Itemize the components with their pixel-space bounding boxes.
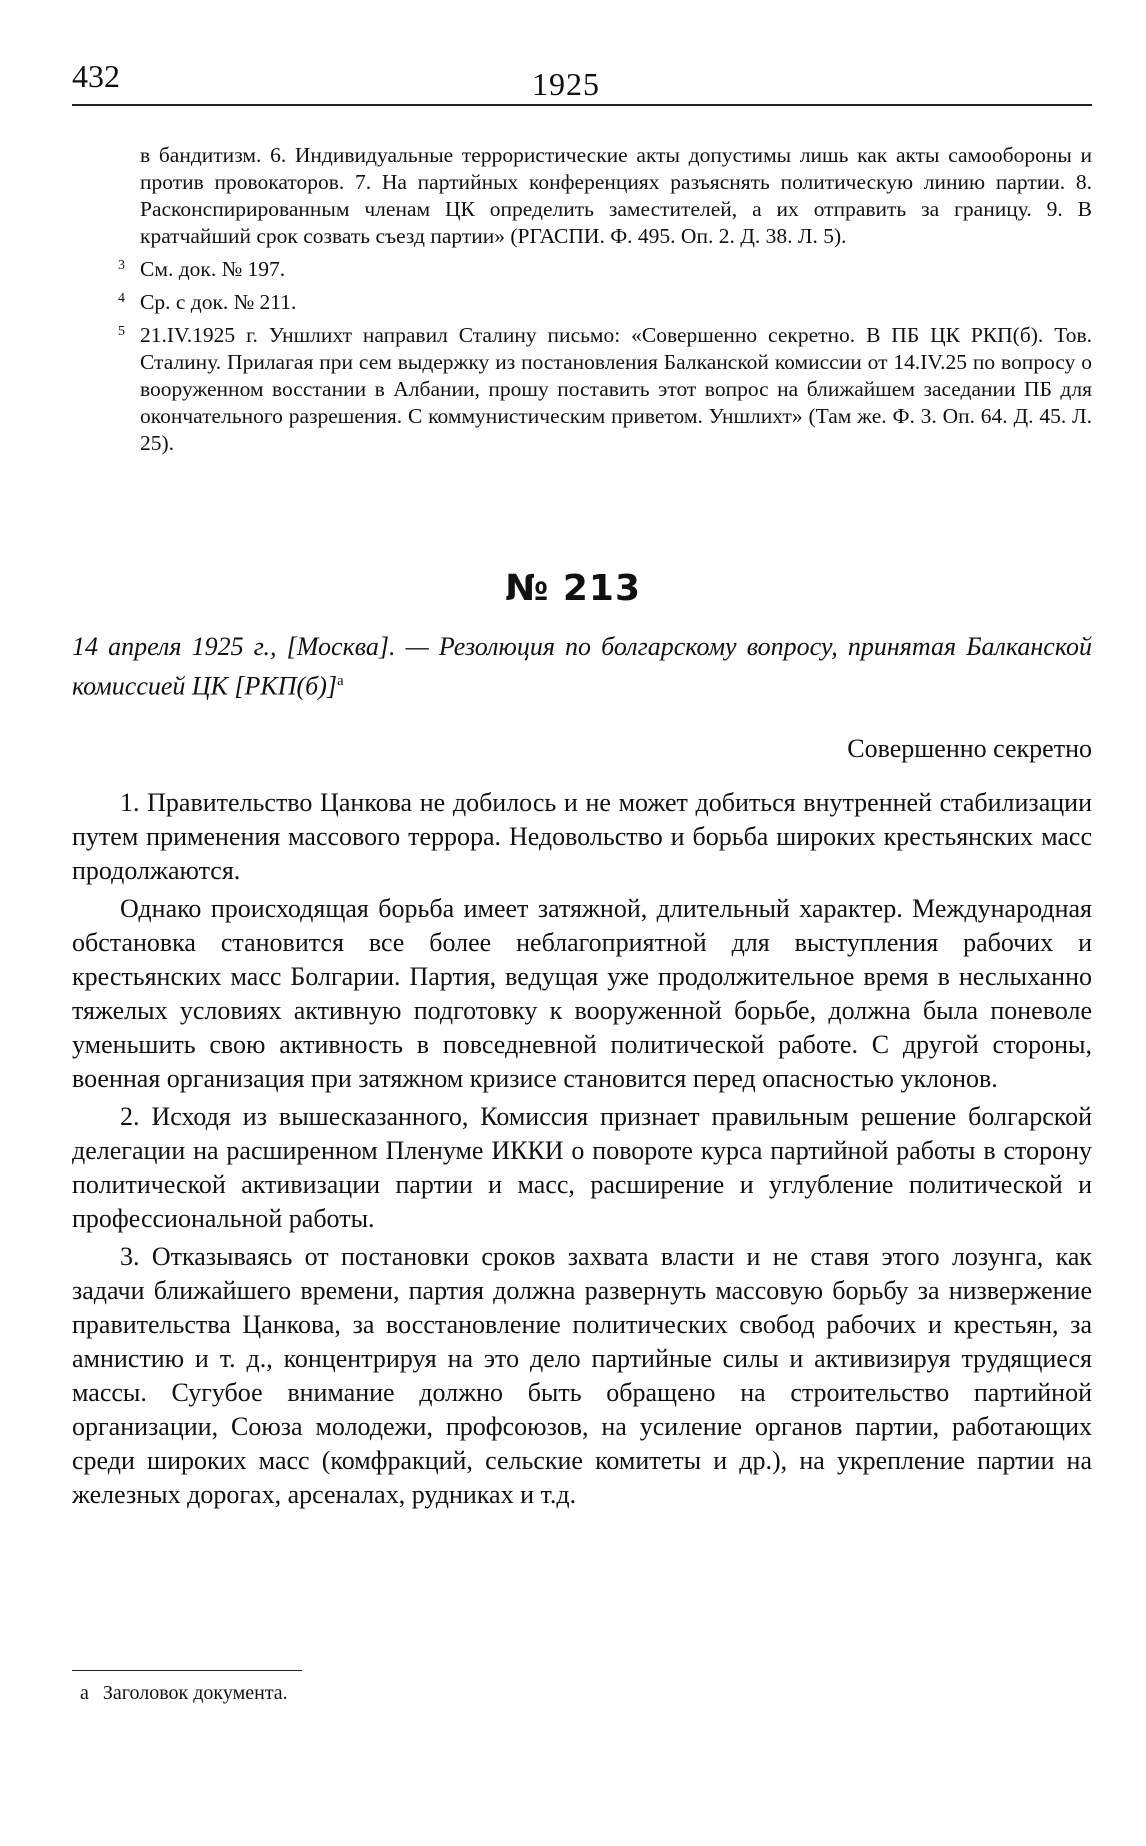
endnote-text: 21.IV.1925 г. Уншлихт направил Сталину письмо: «Совершенно секретно. В ПБ ЦК РКП(б). Тов. Сталину. Прилагая при сем выдержку из постановления Балканской комиссии от 14.IV.25 по вопросу о вооруженном восстании в Албании, прошу поставить этот вопрос на ближайшем заседании ПБ для окончательного разрешения. С коммунистическим приветом. Уншлихт» (Там же. Ф. 3. Оп. 64. Д. 45. Л. 25). [140,323,1092,455]
paragraph-1: 1. Правительство Цанкова не добилось и не может добиться внутренней стабилизации путем применения массового террора. Недовольство и борьба широких крестьянских масс продолжаются. [72,788,1092,885]
page-header [72,58,1092,106]
endnote-number: 4 [118,291,125,306]
footnote-text: Заголовок документа. [102,1682,288,1704]
document-heading-text: 14 апреля 1925 г., [Москва]. — Резолюция по болгарскому вопросу, принятая Балканской комиссией ЦК [РКП(б)] [72,632,1092,701]
paragraph-3: 2. Исходя из вышесказанного, Комиссия признает правильным решение болгарской делегации на расширенном Пленуме ИККИ о повороте курса партийной работы в сторону политической активизации партии и масс, расширение и углубление политической и профессиональной работы. [72,1102,1092,1233]
endnote-continuation: в бандитизм. 6. Индивидуальные террористические акты допустимы лишь как акты самообороны и против провокаторов. 7. На партийных конференциях разъяснять политическую линию партии. 8. Расконспирированным членам ЦК определить заместителей, а их отправить за границу. 9. В кратчайший срок созвать съезд партии» (РГАСПИ. Ф. 495. Оп. 2. Д. 38. Л. 5). [140,143,1092,248]
endnote-4 [72,289,1092,316]
endnote-text: Ср. с док. № 211. [140,290,297,314]
page-footnote [80,1682,288,1705]
paragraph-4: 3. Отказываясь от постановки сроков захвата власти и не ставя этого лозунга, как задачи ближайшего времени, партия должна развернуть массовую борьбу за низвержение правительства Цанкова, за восстановление политических свобод рабочих и крестьян, за амнистию и т. д., концентрируя на это дело партийные силы и активизируя трудящиеся массы. Сугубое внимание должно быть обращено на строительство партийной организации, Союза молодежи, профсоюзов, на усиление органов партии, работающих среди широких масс (комфракций, сельские комитеты и др.), на укрепление партии на железных дорогах, арсеналах, рудниках и т.д. [72,1242,1092,1509]
page-number: 432 [72,58,120,94]
heading-footnote-mark: а [337,673,344,689]
endnote-5 [72,322,1092,457]
classification-label: Совершенно секретно [847,734,1092,763]
endnote-3 [72,256,1092,283]
paragraph-2: Однако происходящая борьба имеет затяжной, длительный характер. Международная обстановка становится все более неблагоприятной для выступления рабочих и крестьянских масс Болгарии. Партия, ведущая уже продолжительное время в неслыханно тяжелых условиях активную подготовку к вооруженной борьбе, должна была поневоле уменьшить свою активность в повседневной политической работе. С другой стороны, военная организация при затяжном кризисе становится перед опасностью уклонов. [72,894,1092,1093]
resolution-body [72,786,1092,1516]
endnote-number: 5 [118,324,125,339]
footnote-mark: а [80,1682,89,1704]
endnote-number: 3 [118,258,125,273]
endnote-text: См. док. № 197. [140,257,286,281]
document-number: № 213 [505,568,641,609]
running-head-year: 1925 [532,66,600,102]
footnote-rule [72,1670,302,1671]
endnotes-block [72,142,1092,463]
document-heading [72,630,1092,704]
